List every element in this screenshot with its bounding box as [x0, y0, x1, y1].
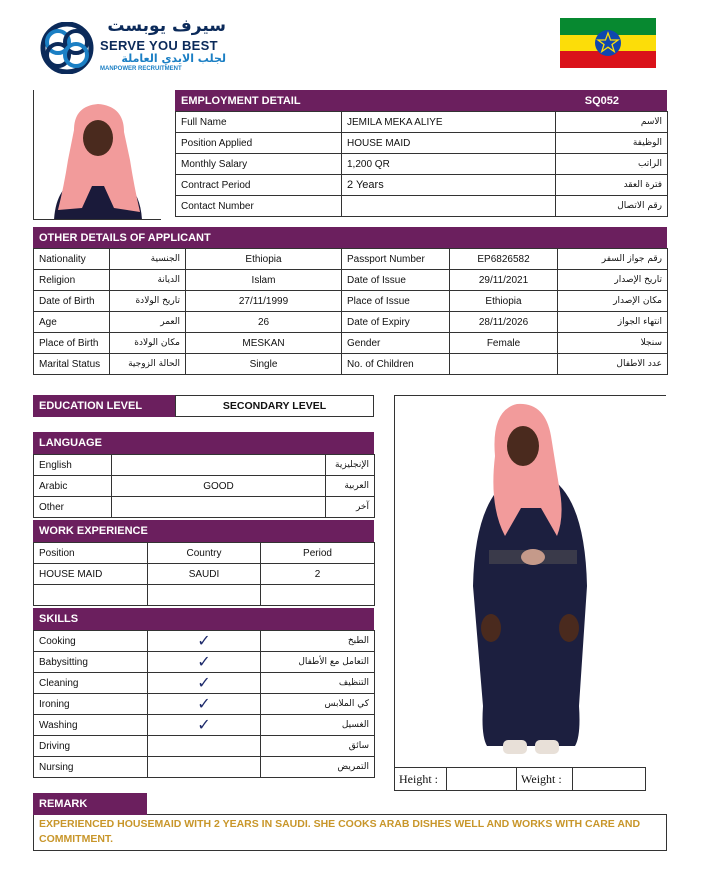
detail-label-ar: رقم جواز السفر — [558, 249, 668, 270]
field-label: Full Name — [176, 112, 342, 133]
skill-name-ar: التمريض — [261, 757, 375, 778]
language-title: LANGUAGE — [39, 437, 102, 449]
detail-label: Religion — [34, 270, 110, 291]
table-row — [34, 476, 375, 497]
check-icon — [148, 736, 261, 757]
table-row — [34, 312, 668, 333]
field-label-ar: الاسم — [556, 112, 668, 133]
detail-label: Date of Issue — [342, 270, 450, 291]
detail-label: Passport Number — [342, 249, 450, 270]
detail-label-ar: الحالة الزوجية — [110, 354, 186, 375]
skill-name-ar: سائق — [261, 736, 375, 757]
table-row — [34, 757, 375, 778]
language-table — [33, 454, 375, 518]
detail-label-ar: مكان الولادة — [110, 333, 186, 354]
skill-name: Driving — [34, 736, 148, 757]
detail-label-ar: العمر — [110, 312, 186, 333]
remark-title: REMARK — [39, 798, 88, 810]
field-label: Contact Number — [176, 196, 342, 217]
education-label: EDUCATION LEVEL — [39, 400, 143, 412]
detail-label: Date of Expiry — [342, 312, 450, 333]
employment-table — [175, 111, 668, 217]
table-row — [176, 196, 668, 217]
table-cell — [261, 585, 375, 606]
applicant-portrait — [33, 90, 161, 220]
height-label: Height : — [395, 768, 447, 790]
field-label: Contract Period — [176, 175, 342, 196]
field-label-ar: الراتب — [556, 154, 668, 175]
height-value — [447, 768, 517, 790]
column-header: Country — [148, 543, 261, 564]
table-header-row — [34, 543, 375, 564]
detail-label: Nationality — [34, 249, 110, 270]
table-row — [34, 736, 375, 757]
field-value: 2 Years — [342, 175, 556, 196]
detail-label-ar: عدد الاطفال — [558, 354, 668, 375]
skills-header — [33, 608, 374, 630]
table-row — [176, 154, 668, 175]
reference-code: SQ052 — [584, 94, 619, 107]
other-details-table — [33, 248, 668, 375]
detail-value: 26 — [186, 312, 342, 333]
check-icon: ✓ — [148, 673, 261, 694]
check-icon — [148, 757, 261, 778]
logo-english-name: SERVE YOU BEST — [100, 38, 218, 53]
detail-label: No. of Children — [342, 354, 450, 375]
column-header: Period — [261, 543, 375, 564]
detail-value: Ethiopia — [186, 249, 342, 270]
language-name-ar: العربية — [326, 476, 375, 497]
table-row — [176, 112, 668, 133]
check-icon: ✓ — [148, 631, 261, 652]
field-label-ar: رقم الاتصال — [556, 196, 668, 217]
field-value: 1,200 QR — [342, 154, 556, 175]
logo-english-sub: MANPOWER RECRUITMENT — [100, 66, 182, 72]
language-name-ar: آخر — [326, 497, 375, 518]
column-header: Position — [34, 543, 148, 564]
table-row — [34, 270, 668, 291]
detail-value: Single — [186, 354, 342, 375]
skill-name: Nursing — [34, 757, 148, 778]
table-cell — [34, 585, 148, 606]
detail-value: 27/11/1999 — [186, 291, 342, 312]
skills-title: SKILLS — [39, 613, 79, 625]
weight-label: Weight : — [517, 768, 573, 790]
skill-name-ar: التنظيف — [261, 673, 375, 694]
detail-value — [450, 354, 558, 375]
language-level: GOOD — [112, 476, 326, 497]
language-level — [112, 497, 326, 518]
check-icon: ✓ — [148, 715, 261, 736]
detail-label-ar: الديانة — [110, 270, 186, 291]
weight-value — [573, 768, 645, 790]
field-value: HOUSE MAID — [342, 133, 556, 154]
table-row — [34, 715, 375, 736]
work-experience-header — [33, 520, 374, 542]
field-label-ar: فترة العقد — [556, 175, 668, 196]
detail-label: Place of Birth — [34, 333, 110, 354]
ethiopia-flag-icon — [560, 18, 656, 68]
logo-arabic-name: سيرف يوبست — [107, 16, 226, 36]
education-header — [33, 395, 175, 417]
detail-label: Age — [34, 312, 110, 333]
detail-label-ar: الجنسية — [110, 249, 186, 270]
check-icon: ✓ — [148, 694, 261, 715]
detail-value: Ethiopia — [450, 291, 558, 312]
language-name: English — [34, 455, 112, 476]
table-row — [34, 564, 375, 585]
skill-name: Cooking — [34, 631, 148, 652]
detail-value: MESKAN — [186, 333, 342, 354]
employment-title: EMPLOYMENT DETAIL — [181, 94, 301, 107]
detail-label: Gender — [342, 333, 450, 354]
detail-value: Islam — [186, 270, 342, 291]
field-value — [342, 196, 556, 217]
language-level — [112, 455, 326, 476]
table-row — [34, 333, 668, 354]
language-header — [33, 432, 374, 454]
skills-table — [33, 630, 375, 778]
field-label: Monthly Salary — [176, 154, 342, 175]
table-row — [34, 497, 375, 518]
detail-value: 28/11/2026 — [450, 312, 558, 333]
check-icon: ✓ — [148, 652, 261, 673]
language-name-ar: الإنجليزية — [326, 455, 375, 476]
employment-header — [175, 90, 667, 111]
skill-name: Washing — [34, 715, 148, 736]
table-row — [34, 673, 375, 694]
skill-name: Cleaning — [34, 673, 148, 694]
table-row — [34, 354, 668, 375]
table-cell — [148, 585, 261, 606]
table-cell: 2 — [261, 564, 375, 585]
work-experience-table — [33, 542, 375, 606]
table-cell: HOUSE MAID — [34, 564, 148, 585]
table-row — [34, 249, 668, 270]
other-details-title: OTHER DETAILS OF APPLICANT — [39, 231, 211, 244]
table-row — [34, 652, 375, 673]
applicant-full-photo — [394, 395, 666, 767]
table-row — [176, 133, 668, 154]
field-label: Position Applied — [176, 133, 342, 154]
detail-label-ar: تاريخ الولادة — [110, 291, 186, 312]
table-row — [34, 455, 375, 476]
language-name: Other — [34, 497, 112, 518]
work-experience-title: WORK EXPERIENCE — [39, 525, 148, 537]
table-row — [34, 631, 375, 652]
skill-name: Ironing — [34, 694, 148, 715]
skill-name-ar: الغسيل — [261, 715, 375, 736]
detail-value: EP6826582 — [450, 249, 558, 270]
skill-name-ar: التعامل مع الأطفال — [261, 652, 375, 673]
detail-value: 29/11/2021 — [450, 270, 558, 291]
detail-label: Marital Status — [34, 354, 110, 375]
table-row — [34, 291, 668, 312]
education-value: SECONDARY LEVEL — [175, 395, 374, 417]
detail-label: Date of Birth — [34, 291, 110, 312]
other-details-header — [33, 227, 667, 248]
detail-value: Female — [450, 333, 558, 354]
detail-label-ar: مكان الإصدار — [558, 291, 668, 312]
skill-name-ar: الطبخ — [261, 631, 375, 652]
logo-arabic-sub: لجلب الايدي العاملة — [121, 52, 226, 65]
field-value: JEMILA MEKA ALIYE — [342, 112, 556, 133]
detail-label-ar: سنجلا — [558, 333, 668, 354]
detail-label-ar: انتهاء الجواز — [558, 312, 668, 333]
table-row — [34, 694, 375, 715]
skill-name: Babysitting — [34, 652, 148, 673]
table-row — [34, 585, 375, 606]
field-label-ar: الوظيفة — [556, 133, 668, 154]
remark-text: EXPERIENCED HOUSEMAID WITH 2 YEARS IN SAUDI. SHE COOKS ARAB DISHES WELL AND WORKS WITH CARE AND COMMITMENT. — [33, 815, 667, 851]
company-logo — [36, 18, 226, 76]
measurements-bar — [394, 767, 646, 791]
skill-name-ar: كي الملابس — [261, 694, 375, 715]
detail-label-ar: تاريخ الإصدار — [558, 270, 668, 291]
language-name: Arabic — [34, 476, 112, 497]
table-cell: SAUDI — [148, 564, 261, 585]
logo-mark-icon — [36, 22, 98, 74]
detail-label: Place of Issue — [342, 291, 450, 312]
remark-header — [33, 793, 147, 815]
table-row — [176, 175, 668, 196]
